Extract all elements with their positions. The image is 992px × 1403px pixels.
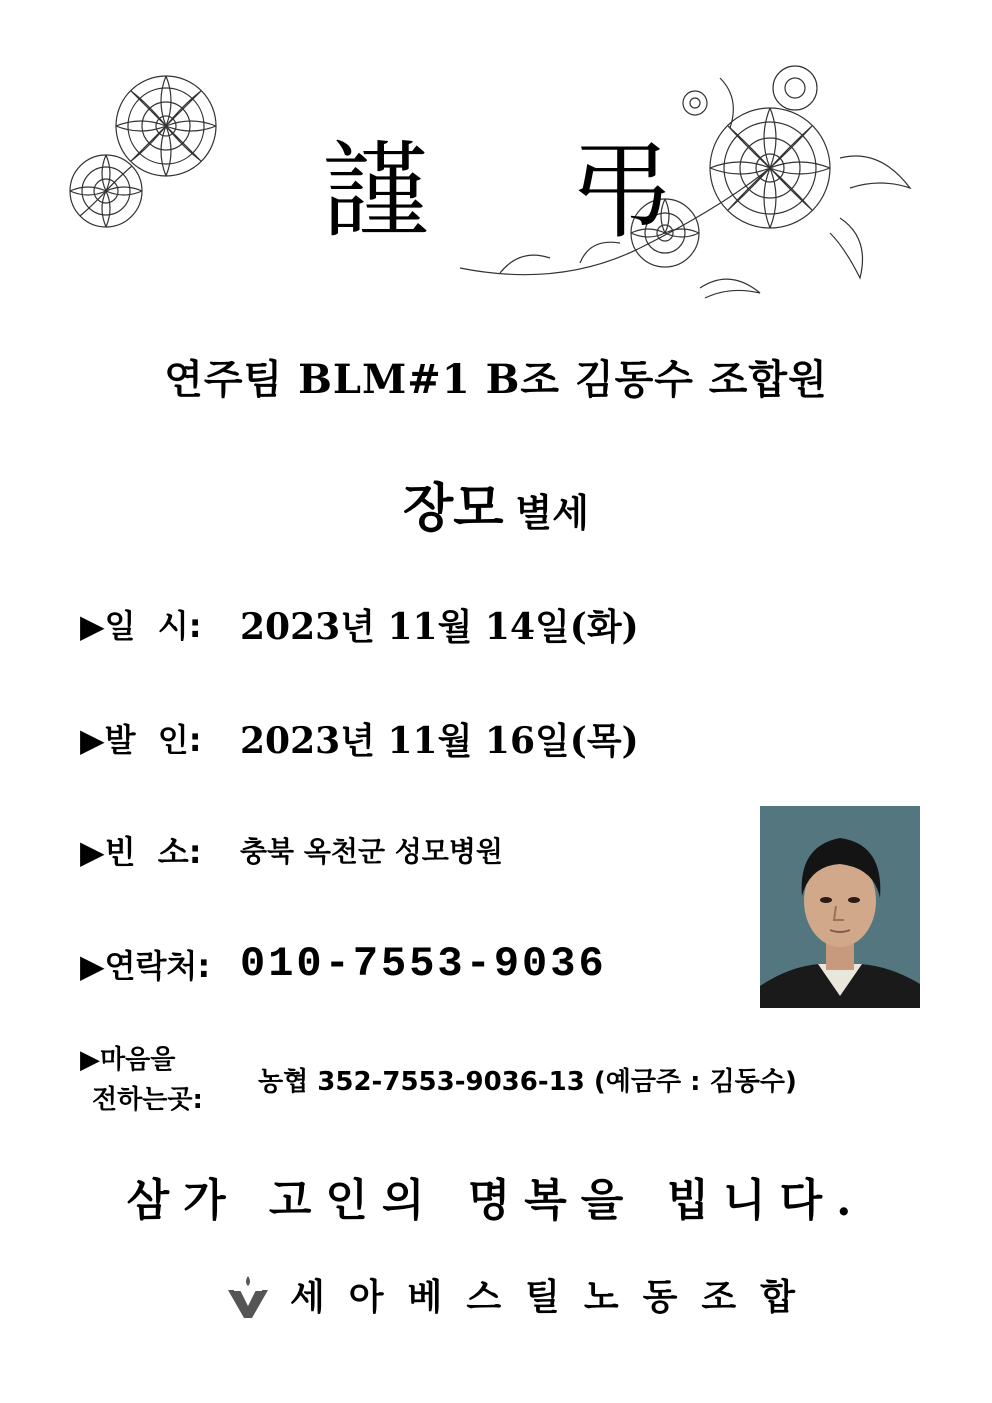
detail-label: ▶연락처:: [80, 947, 211, 985]
contact-phone: 010-7553-9036: [240, 940, 607, 988]
flower-illustration-left: [66, 66, 246, 236]
detail-row-funeral: [80, 708, 639, 768]
subject-line: [0, 474, 992, 556]
detail-row-venue: [80, 820, 503, 880]
detail-row-datetime: [80, 594, 639, 654]
title-character-1: 謹: [322, 130, 428, 253]
title-character-2: 弔: [568, 130, 674, 253]
union-hands-logo-icon: [224, 1272, 272, 1322]
passing-notice: 별세: [515, 490, 589, 535]
detail-value: 2023년 11월 14일(화): [240, 605, 639, 648]
detail-label: ▶빈 소:: [80, 833, 202, 871]
union-name: 세아베스틸노동조합: [290, 1277, 819, 1318]
condolence-message: 삼가 고인의 명복을 빕니다.: [126, 1175, 866, 1226]
bank-label-line1: ▶마음을: [80, 1045, 176, 1075]
flower-illustration-right: [440, 58, 920, 313]
detail-row-contact: [80, 934, 607, 994]
deceased-relation: 장모: [403, 478, 504, 539]
detail-label: ▶발 인:: [80, 721, 202, 759]
detail-value: 2023년 11월 16일(목): [240, 719, 639, 762]
bank-label-line2: 전하는곳:: [92, 1085, 203, 1115]
bank-account: 농협 352-7553-9036-13 (예금주 : 김동수): [258, 1067, 797, 1097]
bank-label: [80, 1040, 203, 1120]
member-subtitle: 연주팀 BLM#1 B조 김동수 조합원: [164, 356, 828, 403]
portrait-photo-icon: [760, 806, 920, 1008]
detail-label: ▶일 시:: [80, 607, 202, 645]
detail-value: 충북 옥천군 성모병원: [240, 835, 503, 868]
